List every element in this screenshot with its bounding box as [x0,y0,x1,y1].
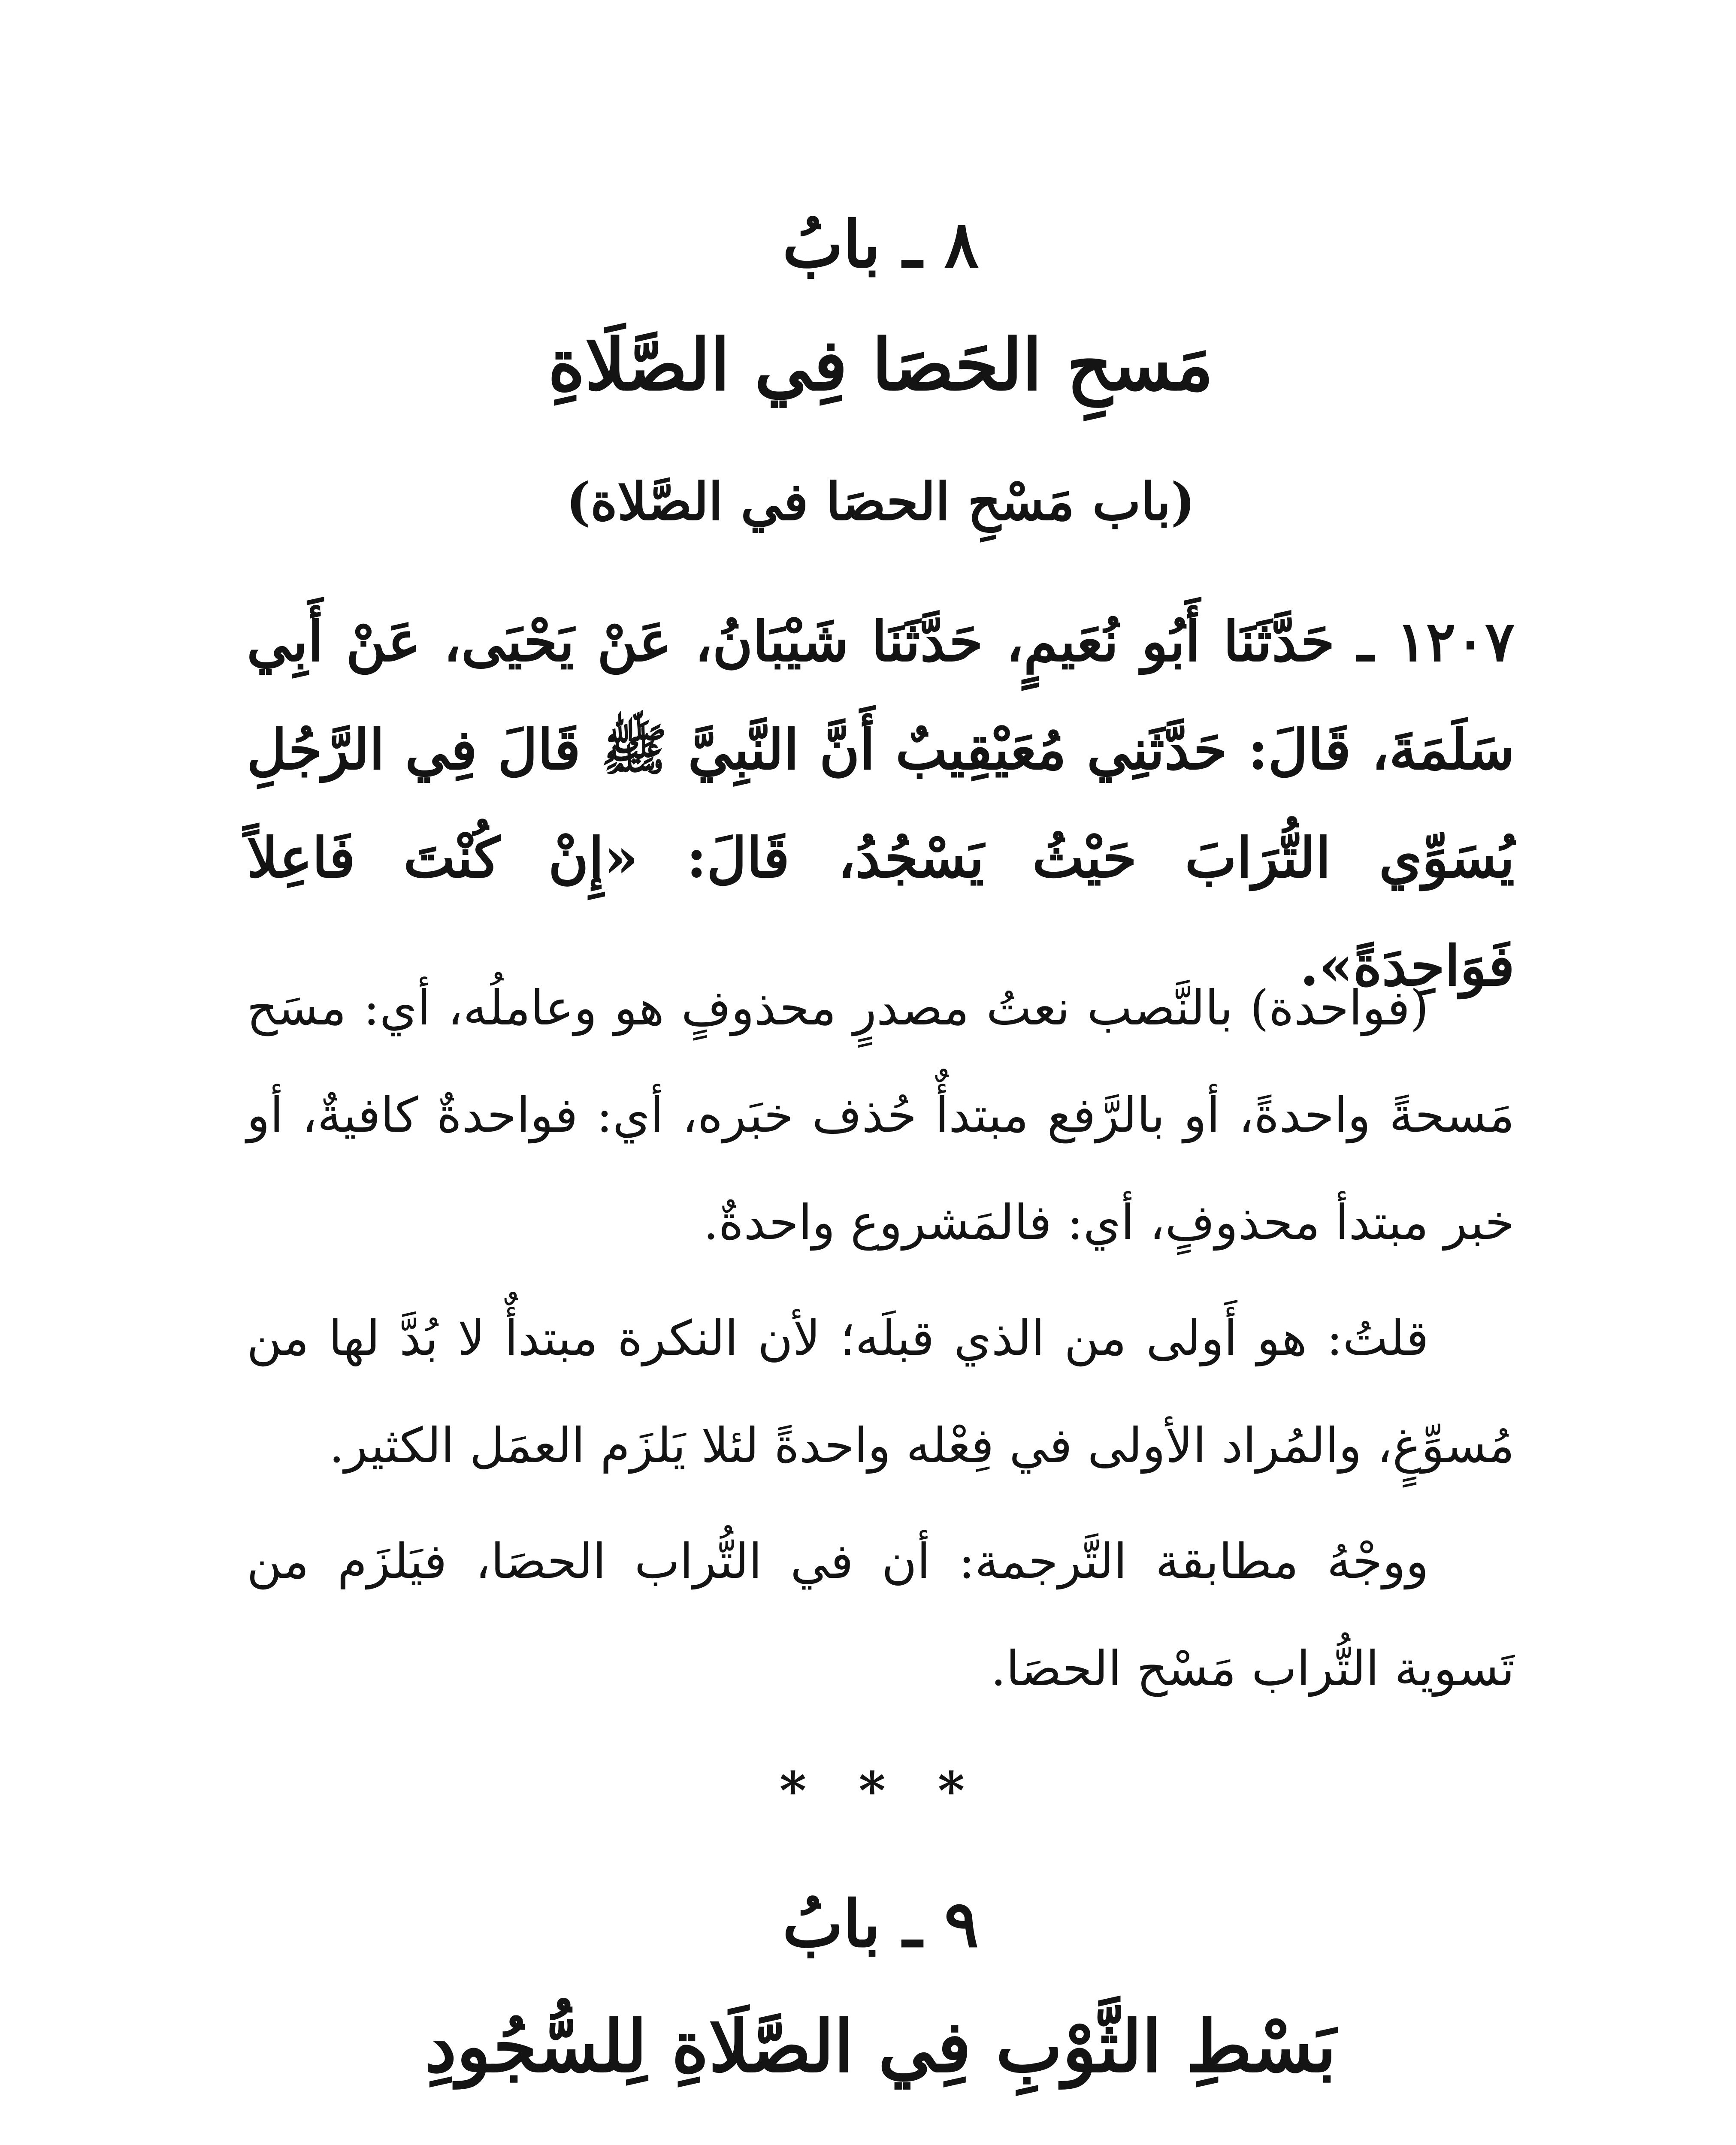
chapter-number: ٩ ـ بابُ [782,1886,979,1962]
commentary-paragraph: ووجْهُ مطابقة التَّرجمة: أن في التُّراب الحصَا، فيَلزَم من تَسوية التُّراب مَسْح الحصَا. [247,1534,1515,1697]
chapter-title: مَسحِ الحَصَا فِي الصَّلَاةِ [548,323,1213,406]
commentary-paragraph: قلتُ: هو أَولى من الذي قبلَه؛ لأن النكرة مبتدأٌ لا بُدَّ لها من مُسوِّغٍ، والمُراد الأولى في فِعْله واحدةً لئلا يَلزَم العمَل الكثير. [247,1311,1515,1474]
chapter-title: بَسْطِ الثَّوْبِ فِي الصَّلَاةِ لِلسُّجُودِ [425,2005,1337,2088]
chapter-number: ٨ ـ بابُ [782,207,979,282]
hadith-text: ١٢٠٧ ـ حَدَّثَنَا أَبُو نُعَيمٍ، حَدَّثَنَا شَيْبَانُ، عَنْ يَحْيَى، عَنْ أَبِي سَلَمَةَ، قَالَ: حَدَّثَنِي مُعَيْقِيبٌ أَنَّ النَّبِيَّ ﷺ قَالَ فِي الرَّجُلِ يُسَوِّي التُّرَابَ حَيْثُ يَسْجُدُ، قَالَ: «إِنْ كُنْتَ فَاعِلاً فَوَاحِدَةً». [247,610,1515,998]
commentary [247,955,1515,1731]
commentary-heading: (باب مَسْحِ الحصَا في الصَّلاة) [566,471,1195,532]
commentary-paragraph: (فواحدة) بالنَّصب نعتُ مصدرٍ محذوفٍ هو وعاملُه، أي: مسَح مَسحةً واحدةً، أو بالرَّفع مبتدأٌ حُذف خبَره، أي: فواحدةٌ كافيةٌ، أو خبر مبتدأ محذوفٍ، أي: فالمَشروع واحدةٌ. [247,980,1515,1251]
section-separator: * * * [779,1761,982,1821]
